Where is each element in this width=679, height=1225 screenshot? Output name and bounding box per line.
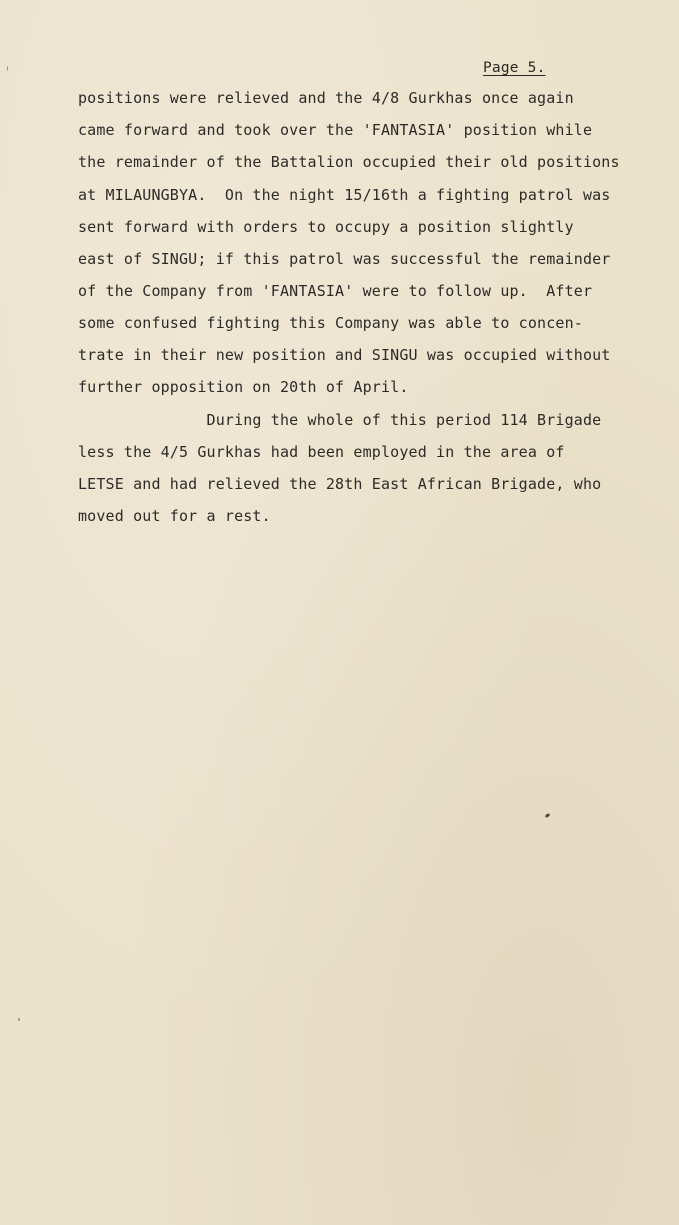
text-line: less the 4/5 Gurkhas had been employed in the area of (78, 443, 565, 461)
text-line: LETSE and had relieved the 28th East African Brigade, who (78, 475, 602, 493)
text-line: During the whole of this period 114 Brigade (78, 411, 602, 429)
page-number: Page 5. (483, 60, 546, 76)
paper-speck (7, 66, 8, 71)
text-line: came forward and took over the 'FANTASIA' position while (78, 121, 593, 139)
text-line: of the Company from 'FANTASIA' were to follow up. After (78, 282, 593, 300)
text-line: east of SINGU; if this patrol was successful the remainder (78, 250, 611, 268)
paper-speck (18, 1018, 20, 1021)
text-line: at MILAUNGBYA. On the night 15/16th a fighting patrol was (78, 186, 611, 204)
text-line: positions were relieved and the 4/8 Gurkhas once again (78, 89, 574, 107)
text-line: trate in their new position and SINGU was occupied without (78, 346, 611, 364)
text-line: the remainder of the Battalion occupied their old positions (78, 153, 620, 171)
paper-speck (545, 813, 551, 818)
text-line: sent forward with orders to occupy a position slightly (78, 218, 574, 236)
text-line: further opposition on 20th of April. (78, 378, 409, 396)
text-line: moved out for a rest. (78, 507, 271, 525)
text-line: some confused fighting this Company was able to concen- (78, 314, 583, 332)
